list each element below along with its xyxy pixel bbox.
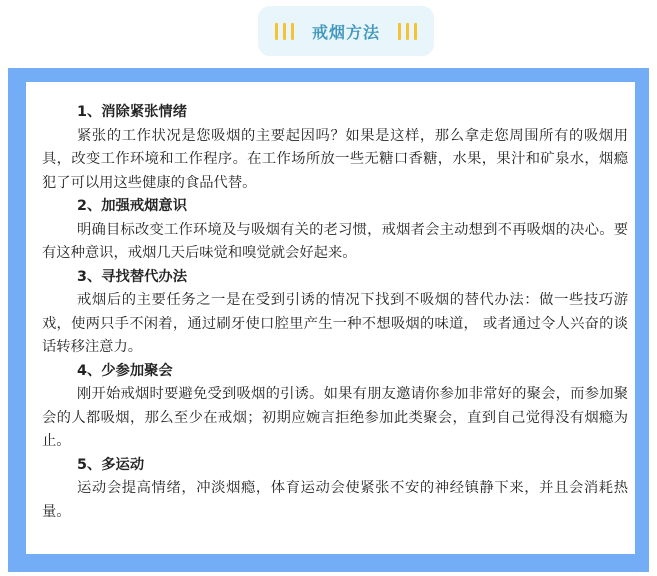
title-badge [258, 6, 434, 56]
page-title: 戒烟方法 [311, 22, 380, 42]
section-body: 运动会提高情绪，冲淡烟瘾，体育运动会使紧张不安的神经镇静下来，并且会消耗热量。 [42, 480, 628, 520]
section [42, 454, 628, 525]
section-heading: 2、加强戒烟意识 [77, 198, 188, 214]
article-body [42, 101, 628, 524]
section [42, 101, 628, 195]
section-heading: 3、寻找替代办法 [77, 268, 188, 285]
section [42, 360, 628, 454]
triple-bar-icon [275, 23, 294, 40]
triple-bar-icon [398, 23, 417, 40]
section-heading: 5、多运动 [77, 456, 145, 473]
section-body: 刚开始戒烟时要避免受到吸烟的引诱。如果有朋友邀请你参加非常好的聚会，而参加聚会的人都吸烟，那么至少在戒烟；初期应婉言拒绝参加此类聚会，直到自己觉得没有烟瘾为止。 [42, 386, 628, 449]
section-body: 明确目标改变工作环境及与吸烟有关的老习惯，戒烟者会主动想到不再吸烟的决心。要有这种意识，戒烟几天后味觉和嗅觉就会好起来。 [42, 221, 628, 261]
section-body: 戒烟后的主要任务之一是在受到引诱的情况下找到不吸烟的替代办法：做一些技巧游戏，使两只手不闲着，通过刷牙使口腔里产生一种不想吸烟的味道， 或者通过令人兴奋的谈话转移注意力。 [42, 292, 628, 355]
section [42, 266, 628, 360]
section [42, 195, 628, 266]
section-heading: 1、消除紧张情绪 [77, 104, 188, 120]
section-body: 紧张的工作状况是您吸烟的主要起因吗？如果是这样，那么拿走您周围所有的吸烟用具，改变工作环境和工作程序。在工作场所放一些无糖口香糖，水果，果汁和矿泉水，烟瘾犯了可以用这些健康的食品代替。 [42, 127, 628, 191]
section-heading: 4、少参加聚会 [77, 362, 173, 379]
